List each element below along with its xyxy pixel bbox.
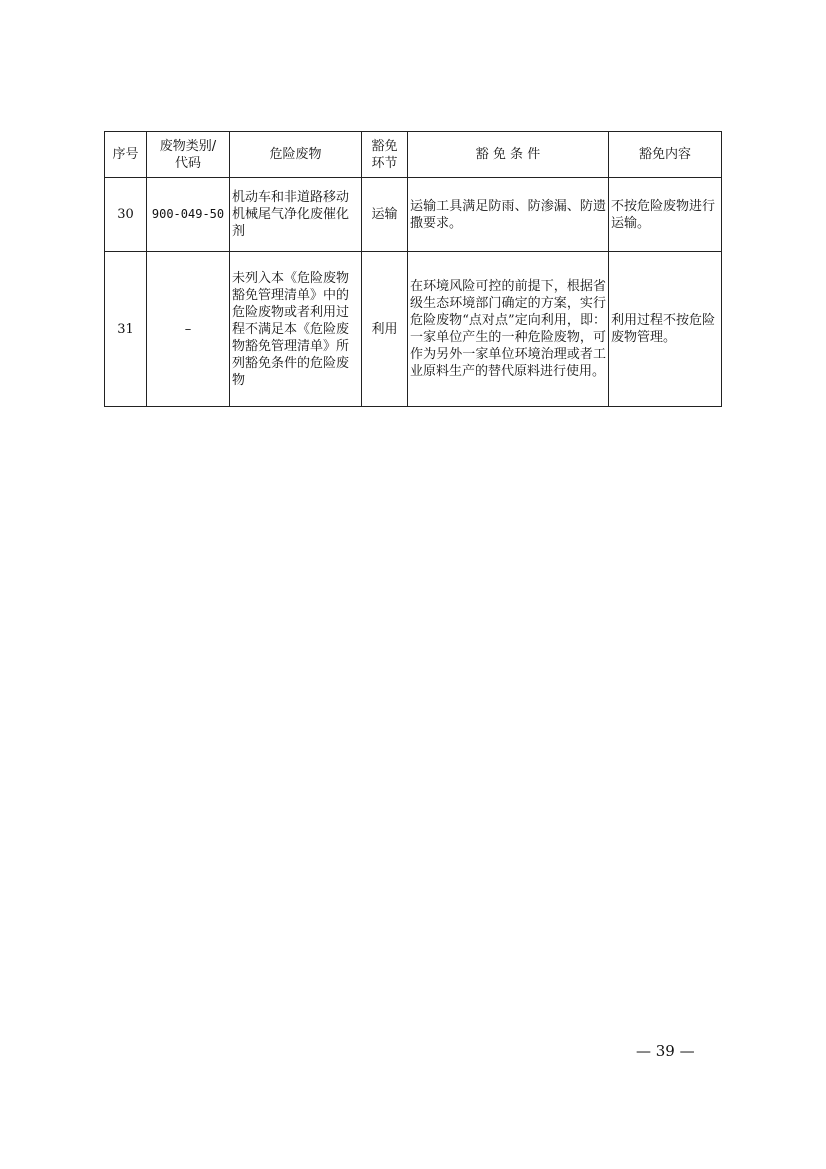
table-row: [105, 178, 722, 252]
row-index: 30: [105, 178, 147, 252]
header-exemption-conditions: 豁 免 条 件: [408, 132, 609, 178]
row-exemption-conditions: 在环境风险可控的前提下，根据省级生态环境部门确定的方案，实行危险废物“点对点”定向利用，即：一家单位产生的一种危险废物，可作为另外一家单位环境治理或者工业原料生产的替代原料进行使用。: [408, 252, 609, 407]
table-header-row: [105, 132, 722, 178]
row-category-code: –: [147, 252, 230, 407]
header-index: 序号: [105, 132, 147, 178]
row-exemption-content: 不按危险废物进行运输。: [609, 178, 722, 252]
page-number: — 39 —: [636, 1042, 695, 1060]
row-exemption-stage: 利用: [362, 252, 408, 407]
table-row: [105, 252, 722, 407]
row-exemption-stage: 运输: [362, 178, 408, 252]
header-hazardous-waste: 危险废物: [230, 132, 362, 178]
row-hazardous-waste: 未列入本《危险废物豁免管理清单》中的危险废物或者利用过程不满足本《危险废物豁免管理清单》所列豁免条件的危险废物: [230, 252, 362, 407]
exemption-list-table: [104, 131, 722, 407]
row-hazardous-waste: 机动车和非道路移动机械尾气净化废催化剂: [230, 178, 362, 252]
header-exemption-content: 豁免内容: [609, 132, 722, 178]
row-index: 31: [105, 252, 147, 407]
header-category-code: 废物类别/代码: [147, 132, 230, 178]
row-exemption-content: 利用过程不按危险废物管理。: [609, 252, 722, 407]
row-exemption-conditions: 运输工具满足防雨、防渗漏、防遗撒要求。: [408, 178, 609, 252]
header-exemption-stage: 豁免环节: [362, 132, 408, 178]
row-category-code: 900-049-50: [147, 178, 230, 252]
